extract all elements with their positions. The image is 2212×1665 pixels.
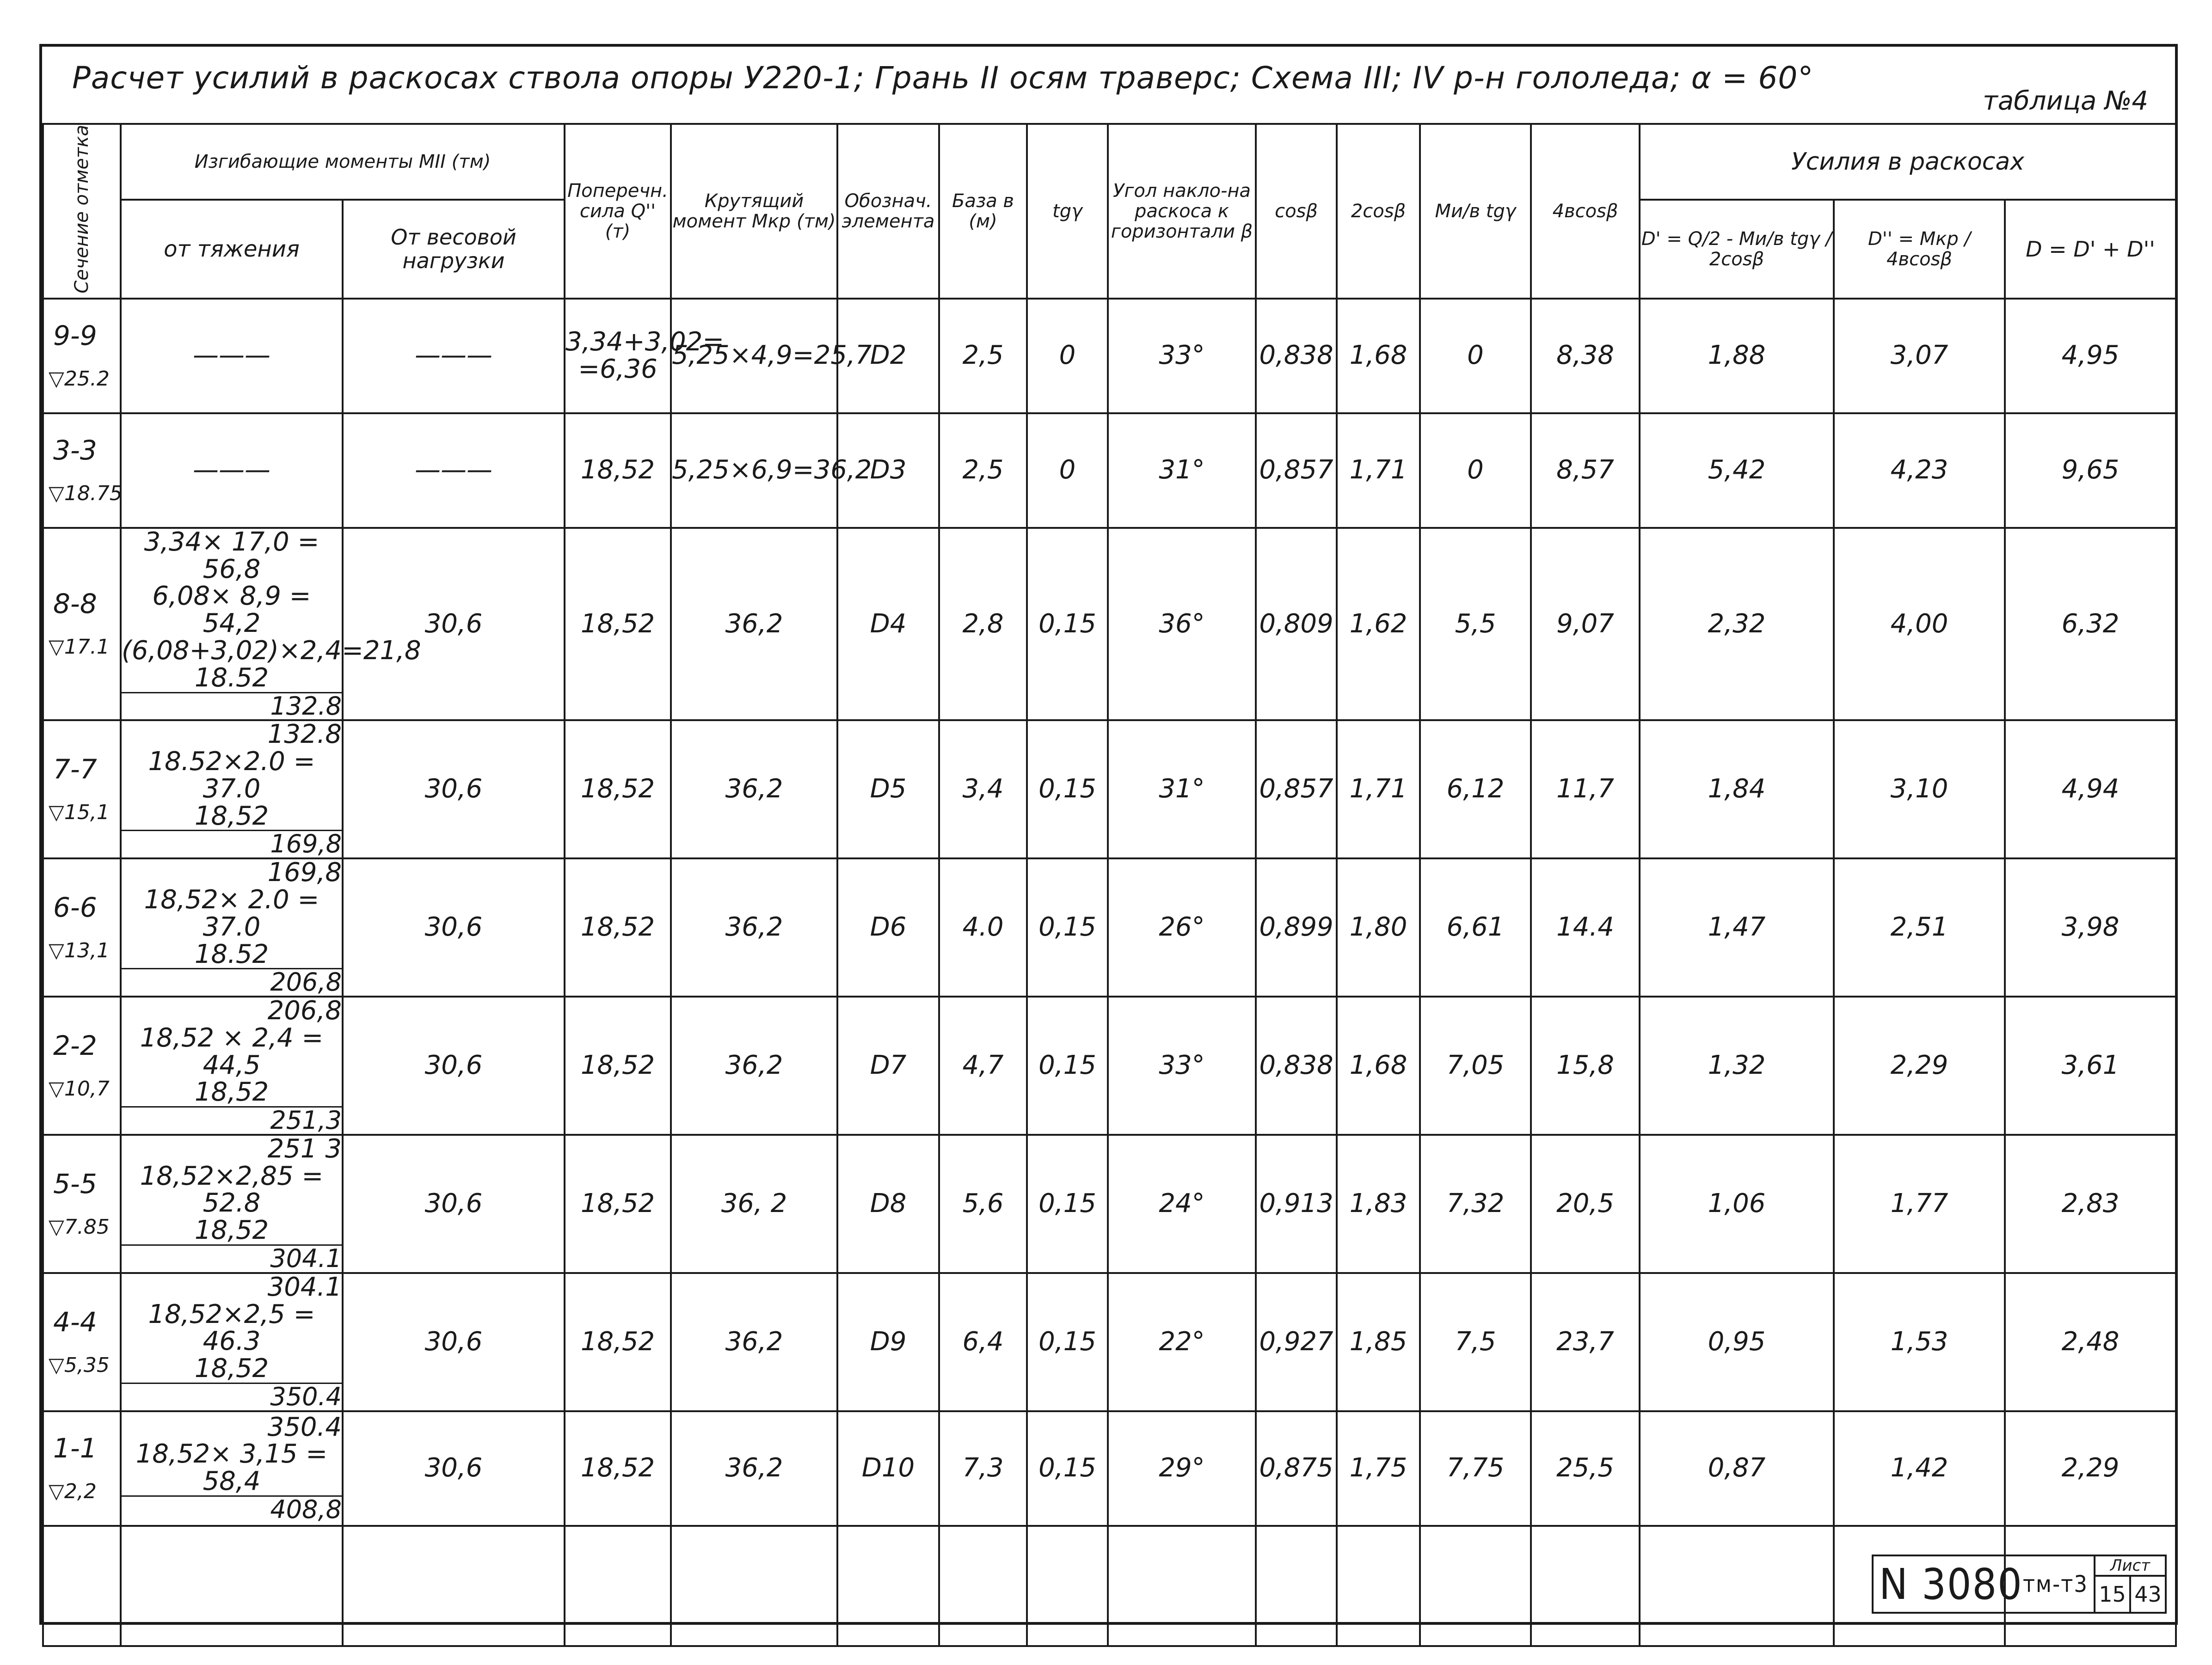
tension-line: 18.52 — [194, 939, 269, 969]
element-cell: D8 — [837, 1135, 939, 1273]
weight-moment-cell: 30,6 — [343, 528, 565, 720]
sheet-number: 15 — [2099, 1582, 2126, 1607]
tension-line: 304.1 — [122, 1244, 342, 1272]
empty-row — [43, 1526, 2176, 1646]
d2-cell: 4,23 — [1834, 413, 2005, 528]
two-cos-cell: 1,83 — [1337, 1135, 1420, 1273]
weight-moment-cell: ——— — [343, 413, 565, 528]
shear-cell: 18,52 — [565, 413, 671, 528]
tension-line: 251 3 — [267, 1133, 342, 1164]
tension-moment-cell — [121, 413, 343, 528]
angle-cell: 24° — [1108, 1135, 1256, 1273]
two-cos-cell: 1,62 — [1337, 528, 1420, 720]
four-b-cos-cell: 15,8 — [1531, 997, 1640, 1135]
elevation-mark: ▽5,35 — [49, 1353, 110, 1377]
element-cell: D5 — [837, 720, 939, 858]
section-cell — [43, 1411, 121, 1526]
element-cell: D2 — [837, 299, 939, 413]
tension-line: (6,08+3,02)×2,4=21,8 — [122, 635, 421, 666]
tg-cell: 0,15 — [1027, 858, 1108, 997]
section-cell — [43, 720, 121, 858]
tension-line: 408,8 — [122, 1495, 342, 1523]
drawing-sheet — [39, 44, 2178, 1625]
base-cell: 4,7 — [939, 997, 1027, 1135]
torque-cell: 36,2 — [671, 858, 837, 997]
torque-cell: 36,2 — [671, 1273, 837, 1411]
angle-cell: 26° — [1108, 858, 1256, 997]
mi-tg-cell: 7,05 — [1420, 997, 1531, 1135]
header-weight: От весовой нагрузки — [343, 200, 565, 299]
tension-line: 18,52× 2.0 = 37.0 — [144, 884, 320, 942]
tension-moment-cell — [121, 858, 343, 997]
element-cell: D4 — [837, 528, 939, 720]
base-cell: 2,8 — [939, 528, 1027, 720]
base-cell: 2,5 — [939, 299, 1027, 413]
elevation-mark: ▽7.85 — [49, 1215, 110, 1239]
base-cell: 4.0 — [939, 858, 1027, 997]
shear-cell: 18,52 — [565, 1411, 671, 1526]
four-b-cos-cell: 8,38 — [1531, 299, 1640, 413]
two-cos-cell: 1,68 — [1337, 299, 1420, 413]
tension-line: 169,8 — [122, 830, 342, 857]
d2-cell: 2,29 — [1834, 997, 2005, 1135]
d1-cell: 2,32 — [1640, 528, 1834, 720]
angle-cell: 31° — [1108, 720, 1256, 858]
shear-cell: 18,52 — [565, 1135, 671, 1273]
tg-cell: 0 — [1027, 299, 1108, 413]
tg-cell: 0,15 — [1027, 997, 1108, 1135]
tension-moment-cell — [121, 720, 343, 858]
mi-tg-cell: 7,32 — [1420, 1135, 1531, 1273]
section-cell — [43, 299, 121, 413]
d-sum-cell: 2,29 — [2005, 1411, 2176, 1526]
tension-line: 18,52× 3,15 = 58,4 — [135, 1439, 328, 1497]
d-sum-cell: 2,48 — [2005, 1273, 2176, 1411]
tension-line: 132.8 — [267, 719, 342, 750]
tension-line: 18.52×2.0 = 37.0 — [148, 747, 315, 804]
d2-cell: 4,00 — [1834, 528, 2005, 720]
table-row — [43, 528, 2176, 720]
section-cell — [43, 528, 121, 720]
section-cell — [43, 413, 121, 528]
section-cell — [43, 997, 121, 1135]
section-label: 2-2 — [53, 1029, 97, 1061]
d-sum-cell: 2,83 — [2005, 1135, 2176, 1273]
table-row — [43, 299, 2176, 413]
tg-cell: 0 — [1027, 413, 1108, 528]
tension-line: 350.4 — [122, 1383, 342, 1410]
elevation-mark: ▽17.1 — [49, 635, 110, 659]
d2-cell: 2,51 — [1834, 858, 2005, 997]
tension-moment-cell — [121, 997, 343, 1135]
two-cos-cell: 1,80 — [1337, 858, 1420, 997]
d2-cell: 3,10 — [1834, 720, 2005, 858]
elevation-mark: ▽10,7 — [49, 1077, 110, 1101]
table-row — [43, 720, 2176, 858]
header-section: Сечение отметка — [43, 124, 121, 299]
header-dsum: D = D' + D'' — [2005, 200, 2176, 299]
element-cell: D3 — [837, 413, 939, 528]
cos-cell: 0,899 — [1256, 858, 1337, 997]
cos-cell: 0,857 — [1256, 413, 1337, 528]
section-label: 4-4 — [53, 1306, 97, 1338]
tension-line: 18,52 — [194, 1215, 269, 1246]
cos-cell: 0,913 — [1256, 1135, 1337, 1273]
torque-cell: 36, 2 — [671, 1135, 837, 1273]
d1-cell: 1,47 — [1640, 858, 1834, 997]
d1-cell: 1,88 — [1640, 299, 1834, 413]
cos-cell: 0,875 — [1256, 1411, 1337, 1526]
section-label: 9-9 — [53, 320, 97, 352]
tension-line: 18,52×2,5 = 46.3 — [148, 1299, 315, 1357]
header-torque: Крутящий момент Мкр (тм) — [671, 124, 837, 299]
angle-cell: 22° — [1108, 1273, 1256, 1411]
header-tg: tgγ — [1027, 124, 1108, 299]
torque-cell: 36,2 — [671, 1411, 837, 1526]
header-bending: Изгибающие моменты MII (тм) — [121, 124, 565, 200]
header-base: База в (м) — [939, 124, 1027, 299]
element-cell: D10 — [837, 1411, 939, 1526]
cos-cell: 0,927 — [1256, 1273, 1337, 1411]
document-number: N 3080 тм-т3 — [1879, 1559, 2088, 1609]
elevation-mark: ▽15,1 — [49, 801, 110, 825]
section-label: 8-8 — [53, 588, 97, 620]
tension-moment-cell — [121, 1411, 343, 1526]
tension-line: 169,8 — [267, 857, 342, 888]
weight-moment-cell: 30,6 — [343, 1135, 565, 1273]
shear-cell: 18,52 — [565, 1273, 671, 1411]
tension-line: 132.8 — [122, 692, 342, 720]
table-row — [43, 997, 2176, 1135]
torque-cell: 36,2 — [671, 720, 837, 858]
angle-cell: 33° — [1108, 997, 1256, 1135]
tg-cell: 0,15 — [1027, 1135, 1108, 1273]
tension-line: 18,52 — [194, 1077, 269, 1108]
tension-line: 304.1 — [267, 1272, 342, 1302]
torque-cell: 5,25×6,9=36,2 — [671, 413, 837, 528]
d2-cell: 1,77 — [1834, 1135, 2005, 1273]
table-number: таблица №4 — [1983, 86, 2148, 116]
tension-line: 206,8 — [122, 968, 342, 996]
torque-cell: 36,2 — [671, 528, 837, 720]
tension-line: 350.4 — [267, 1412, 342, 1442]
d1-cell: 0,87 — [1640, 1411, 1834, 1526]
d2-cell: 1,42 — [1834, 1411, 2005, 1526]
header-element: Обознач. элемента — [837, 124, 939, 299]
four-b-cos-cell: 14.4 — [1531, 858, 1640, 997]
tension-line: 18,52 — [194, 801, 269, 831]
angle-cell: 29° — [1108, 1411, 1256, 1526]
tension-moment-cell — [121, 1135, 343, 1273]
four-b-cos-cell: 20,5 — [1531, 1135, 1640, 1273]
elevation-mark: ▽13,1 — [49, 938, 110, 962]
two-cos-cell: 1,68 — [1337, 997, 1420, 1135]
four-b-cos-cell: 11,7 — [1531, 720, 1640, 858]
angle-cell: 36° — [1108, 528, 1256, 720]
base-cell: 6,4 — [939, 1273, 1027, 1411]
angle-cell: 31° — [1108, 413, 1256, 528]
tension-line: ——— — [193, 340, 270, 371]
tension-line: 18,52×2,85 = 52.8 — [140, 1161, 324, 1218]
elevation-mark: ▽2,2 — [49, 1479, 97, 1503]
tension-line: 3,34× 17,0 = 56,8 — [144, 526, 320, 584]
element-cell: D7 — [837, 997, 939, 1135]
table-row — [43, 1411, 2176, 1526]
section-label: 7-7 — [53, 753, 97, 785]
section-label: 3-3 — [53, 435, 97, 466]
section-label: 1-1 — [53, 1432, 97, 1464]
four-b-cos-cell: 25,5 — [1531, 1411, 1640, 1526]
shear-cell: 18,52 — [565, 720, 671, 858]
section-cell — [43, 1273, 121, 1411]
mi-tg-cell: 7,5 — [1420, 1273, 1531, 1411]
header-cos: cosβ — [1256, 124, 1337, 299]
tension-line: ——— — [193, 455, 270, 485]
section-label: 6-6 — [53, 892, 97, 924]
base-cell: 3,4 — [939, 720, 1027, 858]
section-label: 5-5 — [53, 1168, 97, 1200]
d-sum-cell: 3,61 — [2005, 997, 2176, 1135]
tension-moment-cell — [121, 526, 421, 721]
d-sum-cell: 4,95 — [2005, 299, 2176, 413]
tension-line: 251,3 — [122, 1106, 342, 1134]
mi-tg-cell: 5,5 — [1420, 528, 1531, 720]
d1-cell: 1,32 — [1640, 997, 1834, 1135]
cos-cell: 0,838 — [1256, 299, 1337, 413]
d-sum-cell: 3,98 — [2005, 858, 2176, 997]
weight-moment-cell: 30,6 — [343, 997, 565, 1135]
header-tension: от тяжения — [121, 200, 343, 299]
table-title: Расчет усилий в раскосах ствола опоры У220-1; Грань II осям траверс; Схема III; IV р-н гололеда; α = 60° — [72, 60, 1814, 96]
elevation-mark: ▽25.2 — [49, 367, 110, 391]
d1-cell: 0,95 — [1640, 1273, 1834, 1411]
two-cos-cell: 1,71 — [1337, 720, 1420, 858]
tension-line: 18,52 — [194, 1353, 269, 1384]
weight-moment-cell: 30,6 — [343, 1411, 565, 1526]
cos-cell: 0,809 — [1256, 528, 1337, 720]
header-forces: Усилия в раскосах — [1640, 124, 2176, 200]
base-cell: 2,5 — [939, 413, 1027, 528]
section-cell — [43, 858, 121, 997]
header-mi-tg: Mи/в tgγ — [1420, 124, 1531, 299]
mi-tg-cell: 6,61 — [1420, 858, 1531, 997]
header-d2: D'' = Мкр / 4вcosβ — [1834, 200, 2005, 299]
four-b-cos-cell: 8,57 — [1531, 413, 1640, 528]
table-row — [43, 1135, 2176, 1273]
tension-line: 206,8 — [267, 996, 342, 1026]
element-cell: D9 — [837, 1273, 939, 1411]
angle-cell: 33° — [1108, 299, 1256, 413]
element-cell: D6 — [837, 858, 939, 997]
title-block — [72, 60, 2148, 121]
tg-cell: 0,15 — [1027, 528, 1108, 720]
table-row — [43, 858, 2176, 997]
sheet-total: 43 — [2129, 1577, 2165, 1612]
forces-table — [42, 123, 2177, 1647]
header-2cos: 2cosβ — [1337, 124, 1420, 299]
d-sum-cell: 4,94 — [2005, 720, 2176, 858]
shear-cell: 18,52 — [565, 997, 671, 1135]
base-cell: 5,6 — [939, 1135, 1027, 1273]
d1-cell: 1,84 — [1640, 720, 1834, 858]
header-angle: Угол накло-на раскоса к горизонтали β — [1108, 124, 1256, 299]
mi-tg-cell: 0 — [1420, 299, 1531, 413]
d2-cell: 1,53 — [1834, 1273, 2005, 1411]
tension-line: 18,52 × 2,4 = 44,5 — [140, 1022, 324, 1080]
mi-tg-cell: 0 — [1420, 413, 1531, 528]
sheet-counter: Лист 15 43 — [2094, 1556, 2165, 1612]
d1-cell: 5,42 — [1640, 413, 1834, 528]
header-shear: Поперечн. сила Q'' (т) — [565, 124, 671, 299]
header-4bcos: 4вcosβ — [1531, 124, 1640, 299]
tension-line: 6,08× 8,9 = 54,2 — [152, 581, 311, 639]
table-row — [43, 1273, 2176, 1411]
d2-cell: 3,07 — [1834, 299, 2005, 413]
tension-line: 18.52 — [194, 662, 269, 693]
tg-cell: 0,15 — [1027, 1273, 1108, 1411]
four-b-cos-cell: 23,7 — [1531, 1273, 1640, 1411]
d-sum-cell: 9,65 — [2005, 413, 2176, 528]
table-row — [43, 413, 2176, 528]
weight-moment-cell: 30,6 — [343, 720, 565, 858]
four-b-cos-cell: 9,07 — [1531, 528, 1640, 720]
tension-moment-cell — [121, 1273, 343, 1411]
weight-moment-cell: ——— — [343, 299, 565, 413]
shear-cell: 18,52 — [565, 528, 671, 720]
two-cos-cell: 1,71 — [1337, 413, 1420, 528]
base-cell: 7,3 — [939, 1411, 1027, 1526]
two-cos-cell: 1,85 — [1337, 1273, 1420, 1411]
d-sum-cell: 6,32 — [2005, 528, 2176, 720]
sheet-stamp — [1872, 1555, 2167, 1614]
torque-cell: 5,25×4,9=25,7 — [671, 299, 837, 413]
d1-cell: 1,06 — [1640, 1135, 1834, 1273]
mi-tg-cell: 7,75 — [1420, 1411, 1531, 1526]
shear-cell: 18,52 — [565, 858, 671, 997]
tg-cell: 0,15 — [1027, 720, 1108, 858]
tg-cell: 0,15 — [1027, 1411, 1108, 1526]
cos-cell: 0,857 — [1256, 720, 1337, 858]
header-d1: D' = Q/2 - Mи/в tgγ / 2cosβ — [1640, 200, 1834, 299]
elevation-mark: ▽18.75 — [49, 482, 123, 506]
two-cos-cell: 1,75 — [1337, 1411, 1420, 1526]
tension-moment-cell — [121, 299, 343, 413]
shear-cell: 3,34+3,02= =6,36 — [565, 299, 671, 413]
mi-tg-cell: 6,12 — [1420, 720, 1531, 858]
section-cell — [43, 1135, 121, 1273]
weight-moment-cell: 30,6 — [343, 1273, 565, 1411]
weight-moment-cell: 30,6 — [343, 858, 565, 997]
torque-cell: 36,2 — [671, 997, 837, 1135]
cos-cell: 0,838 — [1256, 997, 1337, 1135]
